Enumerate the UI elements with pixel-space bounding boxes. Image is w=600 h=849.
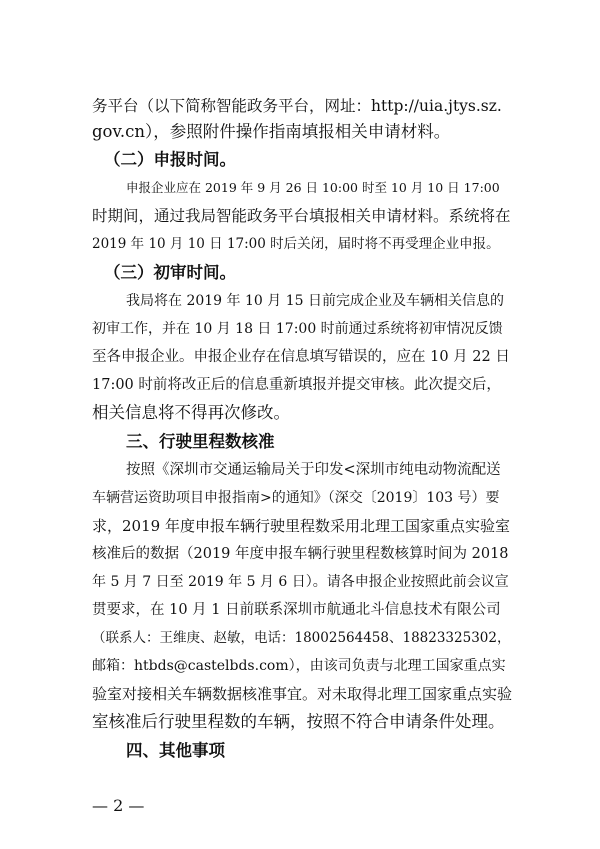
body-line: 申报企业应在 2019 年 9 月 26 日 10:00 时至 10 月 10 日 17:00: [126, 180, 500, 195]
body-line: 核准后的数据（2019 年度申报车辆行驶里程数核算时间为 2018: [92, 546, 509, 562]
body-line: 务平台（以下简称智能政务平台，网址：http://uia.jtys.sz.: [92, 97, 502, 115]
body-line: 我局将在 2019 年 10 月 15 日前完成企业及车辆相关信息的: [126, 293, 504, 309]
body-line: 贯要求，在 10 月 1 日前联系深圳市航通北斗信息技术有限公司: [92, 602, 501, 618]
body-line: 邮箱：htbds@castelbds.com），由该司负责与北理工国家重点实: [92, 658, 506, 674]
body-line: 求，2019 年度申报车辆行驶里程数采用北理工国家重点实验室: [92, 517, 510, 535]
body-line: 验室对接相关车辆数据核准事宜。对未取得北理工国家重点实验: [92, 685, 513, 703]
body-line: 2019 年 10 月 10 日 17:00 时后关闭，届时将不再受理企业申报。: [92, 236, 500, 252]
body-line: 按照《深圳市交通运输局关于印发<深圳市纯电动物流配送: [126, 462, 501, 478]
body-line: 车辆营运资助项目申报指南>的通知》（深交〔2019〕103 号）要: [92, 490, 500, 506]
subheading-preliminary-review: （三）初审时间。: [104, 263, 236, 282]
body-line: gov.cn），参照附件操作指南填报相关申请材料。: [92, 122, 451, 141]
section-heading-other-matters: 四、其他事项: [126, 741, 225, 760]
body-line: 室核准后行驶里程数的车辆，按照不符合申请条件处理。: [92, 712, 505, 731]
section-heading-mileage: 三、行驶里程数核准: [126, 432, 275, 451]
body-line: 相关信息将不得再次修改。: [92, 403, 290, 422]
page-number: — 2 —: [92, 796, 145, 815]
body-line: 时期间，通过我局智能政务平台填报相关申请材料。系统将在: [92, 207, 511, 225]
body-line: 初审工作，并在 10 月 18 日 17:00 时前通过系统将初审情况反馈: [92, 321, 503, 337]
body-line: 年 5 月 7 日至 2019 年 5 月 6 日）。请各申报企业按照此前会议宣: [92, 574, 509, 590]
body-line: 至各申报企业。申报企业存在信息填写错误的，应在 10 月 22 日: [92, 349, 510, 365]
subheading-application-time: （二）申报时间。: [104, 150, 236, 169]
body-line: 17:00 时前将改正后的信息重新填报并提交审核。此次提交后，: [92, 377, 501, 393]
body-line: （联系人：王维庚、赵敏，电话：18002564458、18823325302，: [92, 630, 511, 646]
